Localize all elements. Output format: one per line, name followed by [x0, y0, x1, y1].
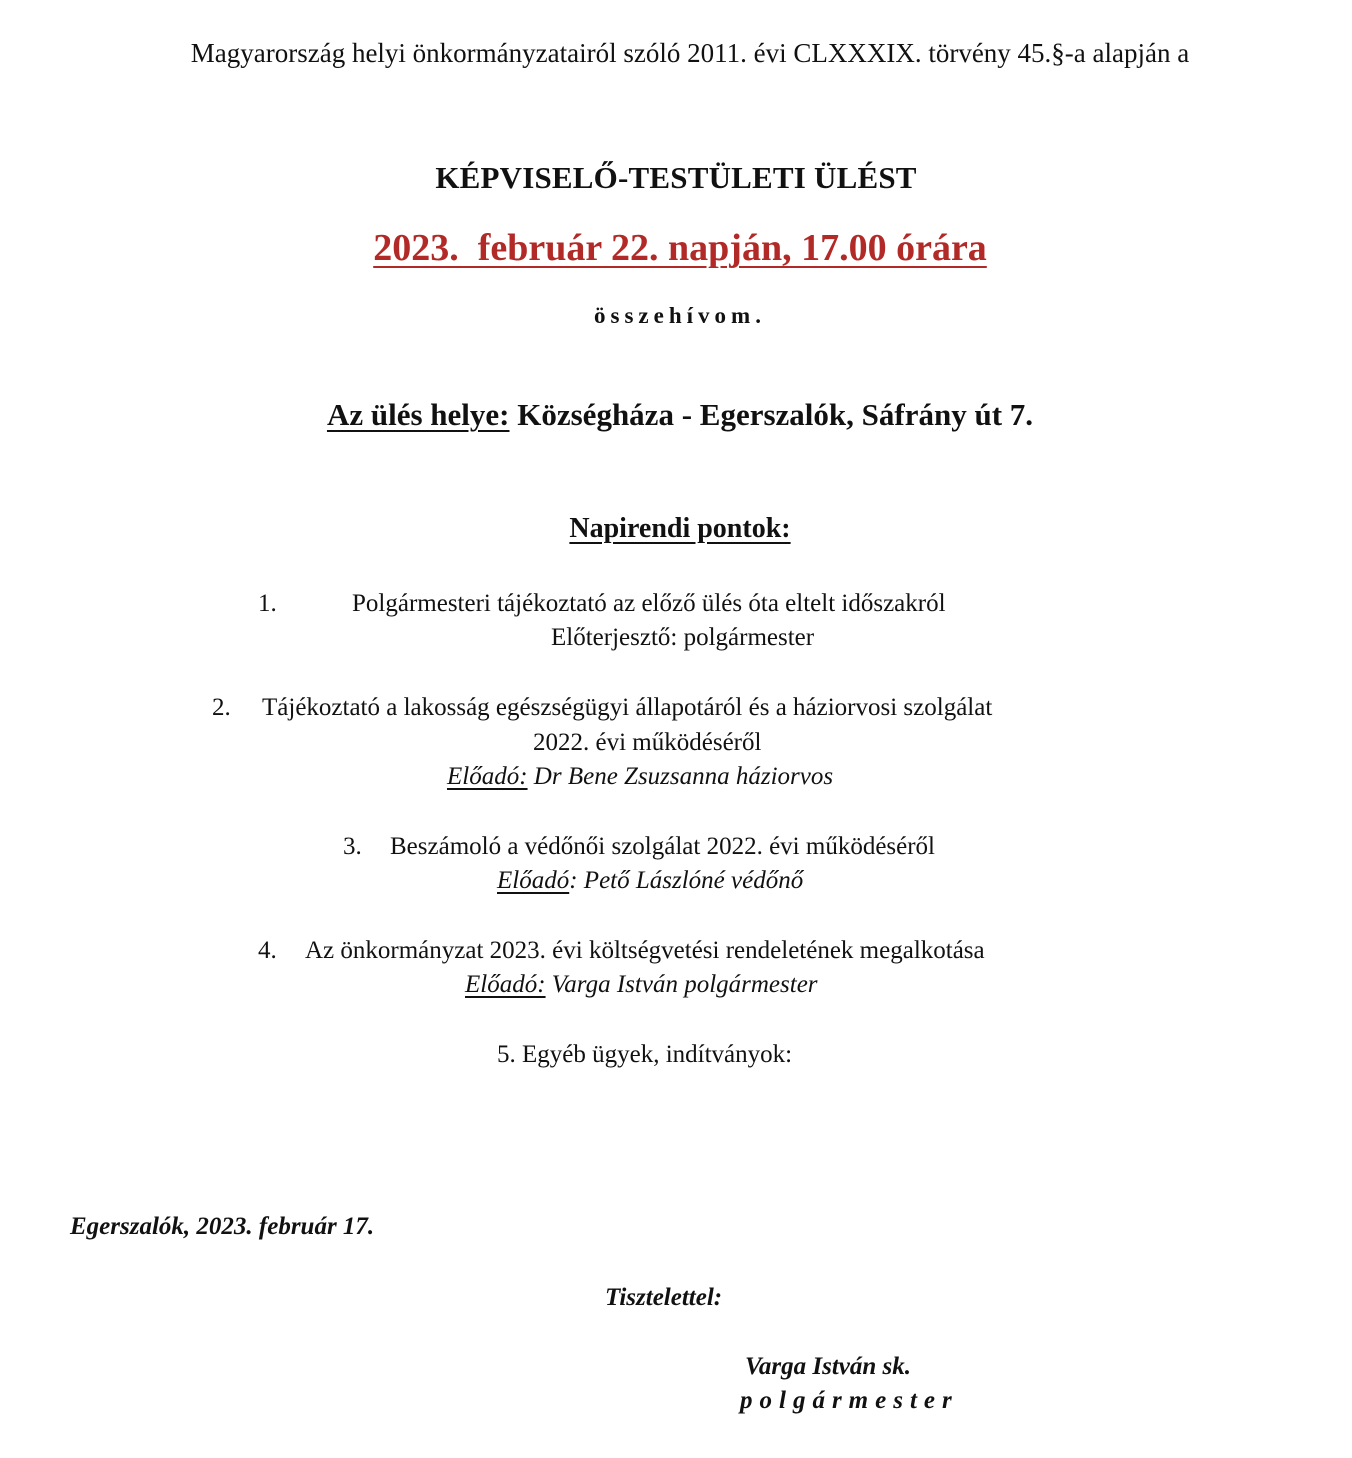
agenda-item-3-presenter	[497, 867, 803, 895]
agenda-item-1-text: Polgármesteri tájékoztató az előző ülés óta eltelt időszakról	[352, 590, 946, 617]
intro-text: Magyarország helyi önkormányzatairól szóló 2011. évi CLXXXIX. törvény 45.§-a alapján a	[190, 38, 1190, 68]
meeting-date-time: 2023. február 22. napján, 17.00 órára	[373, 227, 987, 269]
presenter-label: Előadó:	[465, 971, 546, 998]
document-title: KÉPVISELŐ-TESTÜLETI ÜLÉST	[435, 160, 917, 195]
place-and-date: Egerszalók, 2023. február 17.	[70, 1213, 375, 1240]
presenter-name: Dr Bene Zsuzsanna háziorvos	[527, 763, 834, 790]
agenda-item-5-number: 5.	[497, 1041, 516, 1068]
signer-title: polgármester	[740, 1387, 959, 1414]
agenda-item-4-presenter	[465, 971, 818, 999]
agenda-item-5-text: Egyéb ügyek, indítványok:	[522, 1041, 793, 1068]
agenda-item-2-number: 2.	[212, 694, 231, 721]
presenter-label: Előadó	[497, 867, 570, 894]
signer-name: Varga István sk.	[745, 1353, 912, 1380]
place-value: Községháza - Egerszalók, Sáfrány út 7.	[509, 397, 1034, 432]
agenda-item-5	[497, 1041, 792, 1069]
agenda-item-4-text: Az önkormányzat 2023. évi költségvetési rendeletének megalkotása	[305, 937, 985, 964]
presenter-name: Varga István polgármester	[545, 971, 818, 998]
agenda-item-2-text: Tájékoztató a lakosság egészségügyi állapotáról és a háziorvosi szolgálat	[262, 694, 993, 721]
agenda-item-1-number: 1.	[258, 590, 277, 617]
place-label: Az ülés helye:	[326, 397, 510, 432]
agenda-item-3-number: 3.	[343, 833, 362, 860]
agenda-item-3-text: Beszámoló a védőnői szolgálat 2022. évi működéséről	[390, 833, 936, 860]
agenda-item-2-presenter	[447, 763, 833, 791]
agenda-item-4-number: 4.	[258, 937, 277, 964]
greeting: Tisztelettel:	[605, 1284, 723, 1311]
convene-text: összehívom.	[594, 303, 766, 328]
agenda-item-2-text-line2: 2022. évi működéséről	[533, 729, 762, 756]
presenter-name: : Pető Lászlóné védőnő	[569, 867, 804, 894]
presenter-label: Előadó:	[447, 763, 528, 790]
agenda-item-1-presenter: Előterjesztő: polgármester	[551, 624, 815, 651]
agenda-title: Napirendi pontok:	[569, 513, 791, 544]
meeting-place	[0, 397, 1352, 433]
